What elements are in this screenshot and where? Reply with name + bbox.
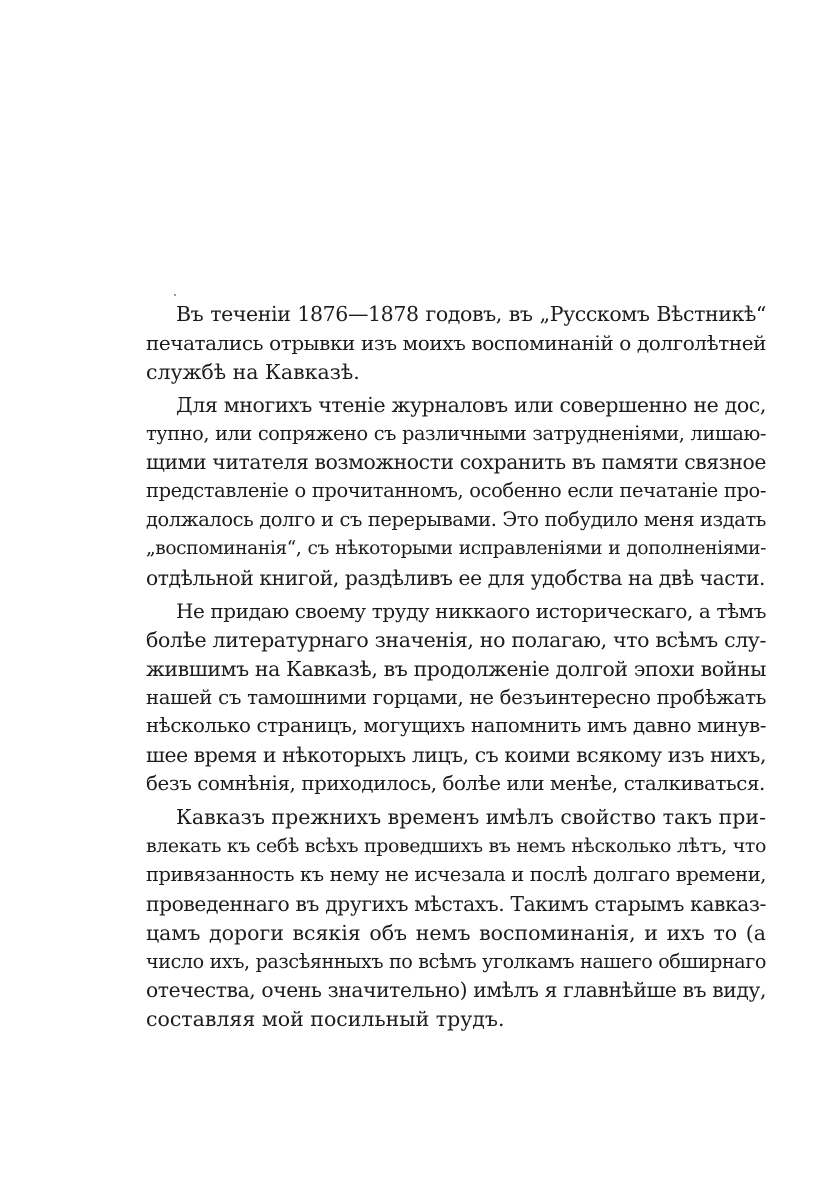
text-line: Для многихъ чтеніе журналовъ или совершенно не дос, (176, 392, 766, 417)
text-line: печатались отрывки изъ моихъ воспоминаній о долголѣтней (146, 330, 766, 355)
text-line: привязанность къ нему не исчезала и послѣ долгаго времени, (146, 862, 766, 886)
paragraph-4 (146, 803, 766, 1034)
paragraph-2 (146, 391, 766, 593)
text-line: службѣ на Кавказѣ. (146, 359, 360, 384)
text-line: безъ сомнѣнія, приходилось, болѣе или менѣе, сталкиваться. (146, 772, 765, 796)
text-line: жившимъ на Кавказѣ, въ продолженіе долгой эпохи войны (146, 656, 766, 681)
text-line: отдѣльной книгой, раздѣливъ ее для удобства на двѣ части. (146, 566, 766, 591)
text-line: число ихъ, разсѣянныхъ по всѣмъ уголкамъ нашего обширнаго (146, 949, 766, 973)
text-line: шее время и нѣкоторыхъ лицъ, съ коими всякому изъ нихъ, (146, 743, 766, 768)
text-line: Въ теченіи 1876—1878 годовъ, въ „Русскомъ Вѣстникѣ“ (176, 302, 766, 326)
text-line: составляя мой посильный трудъ. (146, 1007, 505, 1032)
preface-text (146, 300, 766, 1034)
text-line: цамъ дороги всякія объ немъ воспоминанія, и ихъ то (а (146, 920, 766, 945)
text-line: „воспоминанія“, съ нѣкоторыми исправленіями и дополненіями- (146, 538, 766, 560)
paragraph-1 (146, 300, 766, 387)
print-speck (174, 294, 176, 296)
text-line: влекать къ себѣ всѣхъ проведшихъ въ немъ нѣсколько лѣтъ, что (146, 835, 766, 858)
text-line: тупно, или сопряжено съ различными затрудненіями, лишаю- (146, 421, 766, 445)
paragraph-3 (146, 597, 766, 799)
text-line: нашей съ тамошними горцами, не безъинтересно пробѣжать (146, 685, 766, 709)
text-line: представленіе о прочитанномъ, особенно если печатаніе про- (146, 479, 766, 503)
text-line: должалось долго и съ перерывами. Это побудило меня издать (146, 508, 766, 532)
text-line: болѣе литературнаго значенія, но полагаю, что всѣмъ слу- (146, 627, 766, 652)
text-line: Кавказъ прежнихъ временъ имѣлъ свойство такъ при- (176, 805, 766, 830)
text-line: отечества, очень значительно) имѣлъ я главнѣйше въ виду, (146, 978, 766, 1003)
text-line: нѣсколько страницъ, могущихъ напомнить имъ давно минув- (146, 714, 766, 738)
text-line: щими читателя возможности сохранить въ памяти связное (146, 450, 766, 475)
text-line: проведеннаго въ другихъ мѣстахъ. Такимъ старымъ кавказ- (146, 891, 766, 916)
text-line: Не придаю своему труду никкаого историческаго, а тѣмъ (176, 598, 766, 623)
